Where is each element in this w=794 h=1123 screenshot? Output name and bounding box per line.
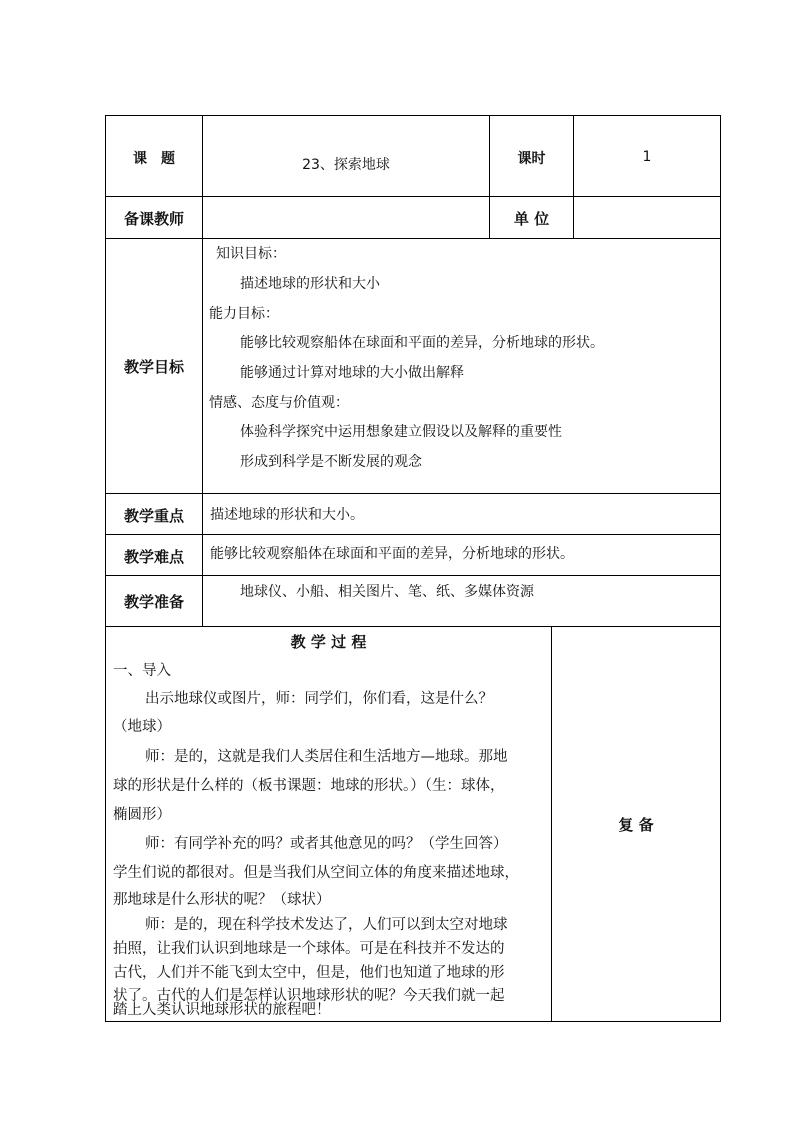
period-column-divider-right <box>573 115 574 239</box>
process-line: 拍照，让我们认识到地球是一个球体。可是在科技并不发达的 <box>113 941 505 957</box>
row-divider-5 <box>105 575 721 576</box>
process-line: 古代，人们并不能飞到太空中，但是，他们也知道了地球的形 <box>113 965 505 981</box>
objective-line: 描述地球的形状和大小 <box>240 276 380 292</box>
key-point-label: 教学重点 <box>123 507 184 525</box>
process-line: 踏上人类认识地球形状的旅程吧！ <box>113 1002 331 1018</box>
preparation-label: 教学准备 <box>123 593 184 611</box>
process-line: （地球） <box>113 719 171 735</box>
process-line: 球的形状是什么样的（板书课题：地球的形状。）（生：球体， <box>113 778 505 794</box>
topic-label: 课 题 <box>133 151 175 167</box>
difficulty-label: 教学难点 <box>123 548 184 566</box>
row-divider-2 <box>105 238 721 239</box>
objective-line: 知识目标： <box>216 246 286 262</box>
key-point-text: 描述地球的形状和大小。 <box>210 507 364 523</box>
revision-label: 复 备 <box>618 816 654 834</box>
process-line: 师：是的，这就是我们人类居住和生活地方—地球。那地 <box>145 749 508 765</box>
teacher-label: 备课教师 <box>123 210 184 228</box>
process-line: 出示地球仪或图片，师：同学们，你们看，这是什么？ <box>145 691 493 707</box>
unit-label: 单 位 <box>513 210 550 228</box>
objective-line: 情感、态度与价值观： <box>209 395 349 411</box>
row-divider-3 <box>105 493 721 494</box>
process-line: 师：有同学补充的吗？或者其他意见的吗？（学生回答） <box>145 836 508 852</box>
objective-line: 能够比较观察船体在球面和平面的差异，分析地球的形状。 <box>240 335 604 351</box>
table-border-right <box>720 115 721 1022</box>
table-border-left <box>105 115 106 1022</box>
difficulty-text: 能够比较观察船体在球面和平面的差异，分析地球的形状。 <box>210 546 574 562</box>
row-divider-4 <box>105 534 721 535</box>
process-line: 学生们说的都很对。但是当我们从空间立体的角度来描述地球， <box>113 865 519 881</box>
table-border-bottom <box>105 1021 721 1022</box>
process-title: 教 学 过 程 <box>290 633 367 651</box>
process-line: 那地球是什么形状的呢？（球状） <box>113 892 331 908</box>
objective-line: 体验科学探究中运用想象建立假设以及解释的重要性 <box>240 424 562 440</box>
topic-value: 23、探索地球 <box>302 157 390 173</box>
process-line: 一、导入 <box>113 663 171 679</box>
table-border-top <box>105 115 721 116</box>
period-value: 1 <box>642 149 652 165</box>
label-column-divider <box>202 115 203 627</box>
objective-line: 能够通过计算对地球的大小做出解释 <box>240 365 464 381</box>
row-divider-1 <box>105 196 721 197</box>
preparation-text: 地球仪、小船、相关图片、笔、纸、多媒体资源 <box>240 584 534 600</box>
process-line: 师：是的，现在科学技术发达了，人们可以到太空对地球 <box>145 917 508 933</box>
objectives-label: 教学目标 <box>123 358 184 376</box>
row-divider-6 <box>105 626 721 627</box>
objective-line: 能力目标： <box>209 306 279 322</box>
process-line: 椭圆形） <box>113 807 171 823</box>
objective-line: 形成到科学是不断发展的观念 <box>240 454 422 470</box>
process-line: 状了。古代的人们是怎样认识地球形状的呢？今天我们就一起 <box>113 988 505 1004</box>
period-label: 课时 <box>517 151 546 167</box>
